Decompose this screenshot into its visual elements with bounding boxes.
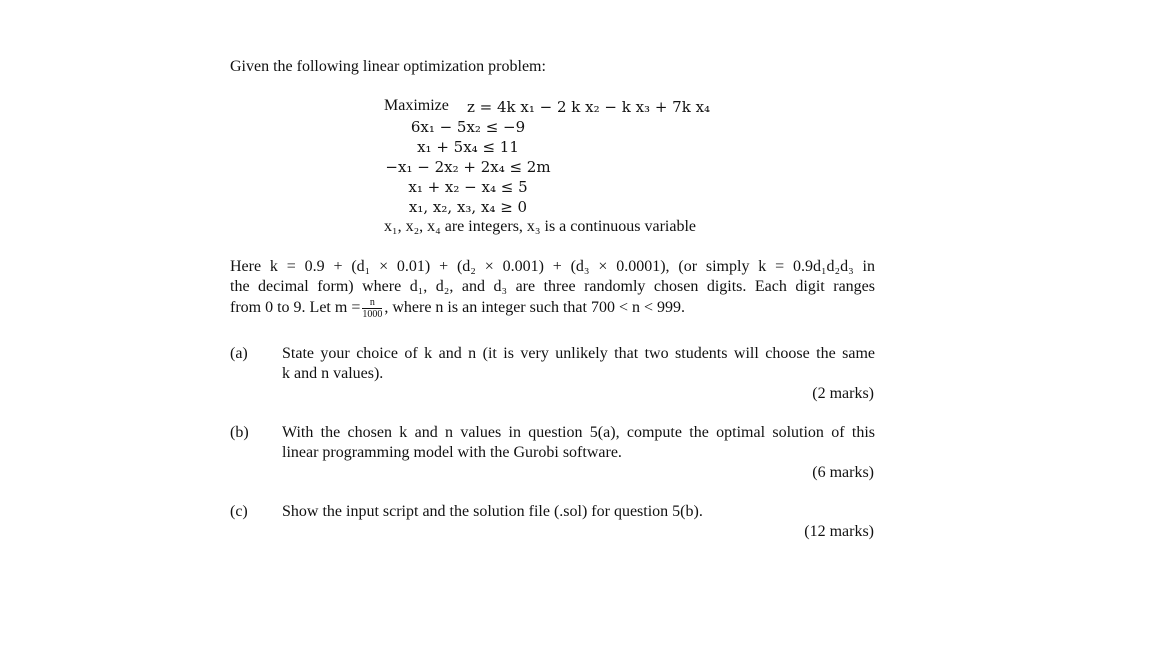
paragraph-text: from 0 to 9. Let m = [230, 299, 361, 316]
question-marks: (6 marks) [812, 464, 874, 481]
constraint-3: −x₁ − 2x₂ + 2x₄ ≤ 2m [385, 158, 551, 176]
nonnegativity-constraint: x₁, x₂, x₃, x₄ ≥ 0 [408, 198, 528, 216]
constraint-1: 6x₁ − 5x₂ ≤ −9 [410, 118, 526, 136]
fraction-denominator: 1000 [362, 308, 383, 320]
paragraph-line: the decimal form) where d₁, d₂, and d₃ are three randomly chosen digits. Each digit ranges [230, 278, 875, 295]
question-label: (a) [230, 345, 248, 362]
question-marks: (12 marks) [804, 523, 874, 540]
constraint-2: x₁ + 5x₄ ≤ 11 [417, 138, 519, 156]
question-text: Show the input script and the solution file (.sol) for question 5(b). [282, 503, 703, 520]
question-text: linear programming model with the Gurobi software. [282, 444, 622, 461]
objective-function: z = 4k x₁ − 2 k x₂ − k x₃ + 7k x₄ [467, 98, 711, 116]
question-label: (b) [230, 424, 249, 441]
question-marks: (2 marks) [812, 385, 874, 402]
question-text: With the chosen k and n values in question 5(a), compute the optimal solution of this [282, 424, 875, 441]
maximize-label: Maximize [384, 97, 449, 114]
fraction-numerator: n [362, 297, 382, 309]
paragraph-line [230, 294, 685, 322]
question-text: k and n values). [282, 365, 384, 382]
fraction-n-over-1000 [362, 297, 382, 320]
question-label: (c) [230, 503, 248, 520]
integrality-statement: x₁, x₂, x₄ are integers, x₃ is a continuous variable [384, 218, 697, 235]
problem-intro: Given the following linear optimization problem: [230, 58, 546, 75]
paragraph-line: Here k = 0.9 + (d₁ × 0.01) + (d₂ × 0.001) + (d₃ × 0.0001), (or simply k = 0.9d₁d₂d₃ in [230, 258, 875, 275]
question-text: State your choice of k and n (it is very unlikely that two students will choose the same [282, 345, 875, 362]
constraint-4: x₁ + x₂ − x₄ ≤ 5 [408, 178, 528, 196]
paragraph-text: , where n is an integer such that 700 < n < 999. [384, 299, 685, 316]
